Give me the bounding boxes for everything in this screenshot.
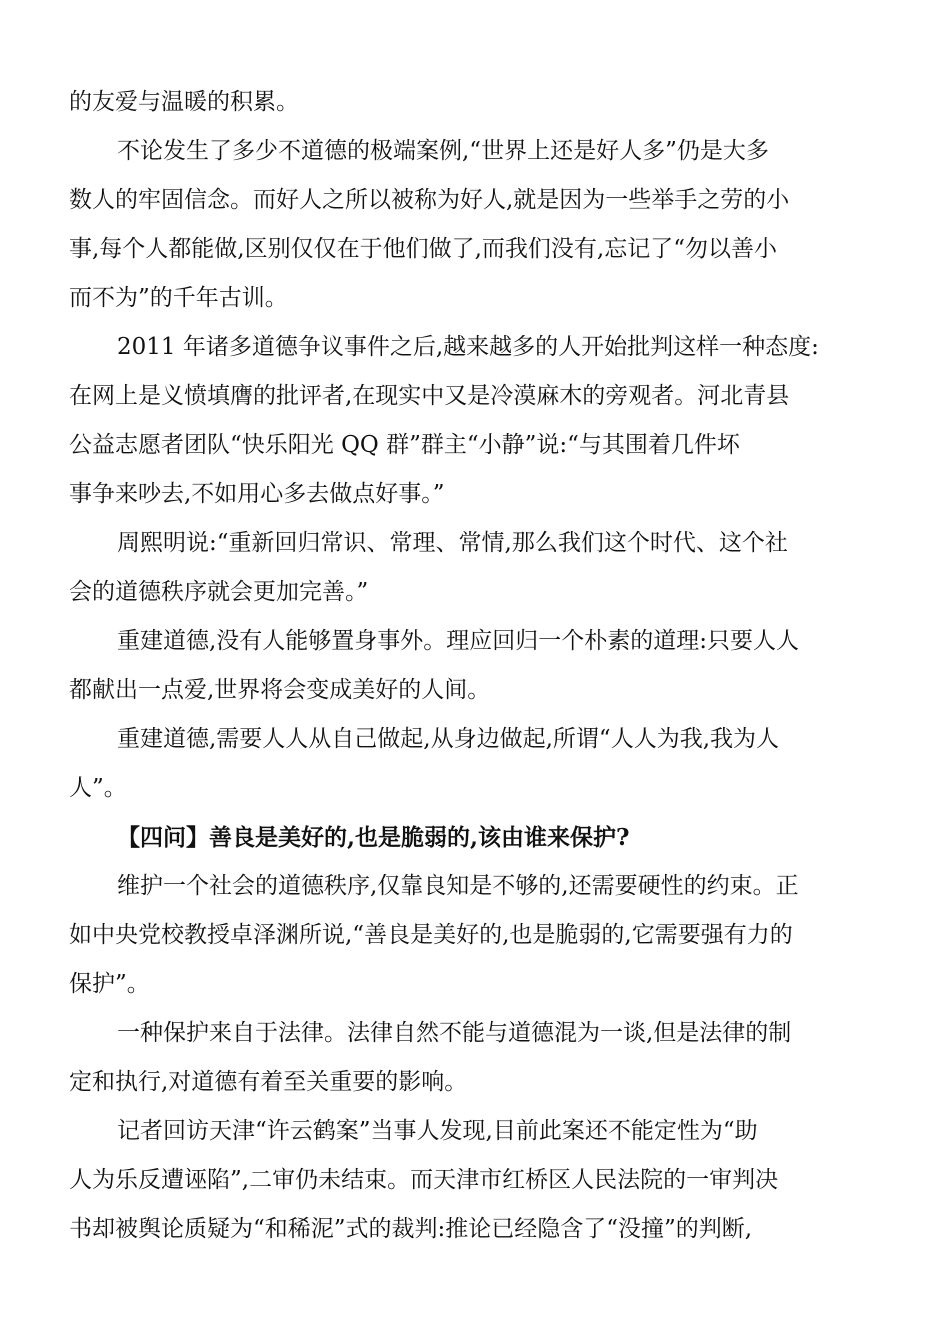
text-line: 定和执行,对道德有着至关重要的影响。: [69, 1069, 468, 1095]
text-line: 事,每个人都能做,区别仅仅在于他们做了,而我们没有,忘记了“勿以善小: [69, 236, 778, 262]
text-line: 周熙明说:“重新回归常识、常理、常情,那么我们这个时代、这个社: [117, 530, 788, 556]
text-line: 维护一个社会的道德秩序,仅靠良知是不够的,还需要硬性的约束。正: [117, 873, 799, 899]
text-line: 而不为”的千年古训。: [69, 285, 288, 311]
text-line: 会的道德秩序就会更加完善。”: [69, 579, 369, 605]
paragraph-2: [69, 127, 881, 323]
text-line: 事争来吵去,不如用心多去做点好事。”: [69, 481, 445, 507]
paragraph-1: [69, 78, 881, 127]
paragraph-6: [69, 715, 881, 813]
paragraph-8: [69, 1009, 881, 1107]
text-line: 在网上是义愤填膺的批评者,在现实中又是冷漠麻木的旁观者。河北青县: [69, 383, 790, 409]
paragraph-5: [69, 617, 881, 715]
text-line: 重建道德,没有人能够置身事外。理应回归一个朴素的道理:只要人人: [117, 628, 800, 654]
text-line: 保护”。: [69, 971, 150, 997]
paragraph-7: [69, 862, 881, 1009]
paragraph-4: [69, 519, 881, 617]
text-line: 记者回访天津“许云鹤案”当事人发现,目前此案还不能定性为“助: [117, 1118, 758, 1144]
document-body: [69, 78, 881, 1254]
text-line: 的友爱与温暖的积累。: [69, 89, 299, 115]
text-line: 如中央党校教授卓泽渊所说,“善良是美好的,也是脆弱的,它需要强有力的: [69, 922, 793, 948]
heading-line: 【四问】善良是美好的,也是脆弱的,该由谁来保护?: [117, 824, 630, 851]
text-line: 2011 年诸多道德争议事件之后,越来越多的人开始批判这样一种态度:: [117, 334, 819, 360]
text-line: 人为乐反遭诬陷”,二审仍未结束。而天津市红桥区人民法院的一审判决: [69, 1167, 779, 1193]
section-heading: [69, 813, 881, 862]
text-line: 重建道德,需要人人从自己做起,从身边做起,所谓“人人为我,我为人: [117, 726, 780, 752]
text-line: 人”。: [69, 775, 127, 801]
paragraph-3: [69, 323, 881, 519]
text-line: 不论发生了多少不道德的极端案例,“世界上还是好人多”仍是大多: [117, 138, 769, 164]
paragraph-9: [69, 1107, 881, 1254]
text-line: 一种保护来自于法律。法律自然不能与道德混为一谈,但是法律的制: [117, 1020, 792, 1046]
text-line: 公益志愿者团队“快乐阳光 QQ 群”群主“小静”说:“与其围着几件坏: [69, 432, 740, 458]
text-line: 数人的牢固信念。而好人之所以被称为好人,就是因为一些举手之劳的小: [69, 187, 790, 213]
text-line: 书却被舆论质疑为“和稀泥”式的裁判:推论已经隐含了“没撞”的判断,: [69, 1216, 753, 1242]
text-line: 都献出一点爱,世界将会变成美好的人间。: [69, 677, 491, 703]
